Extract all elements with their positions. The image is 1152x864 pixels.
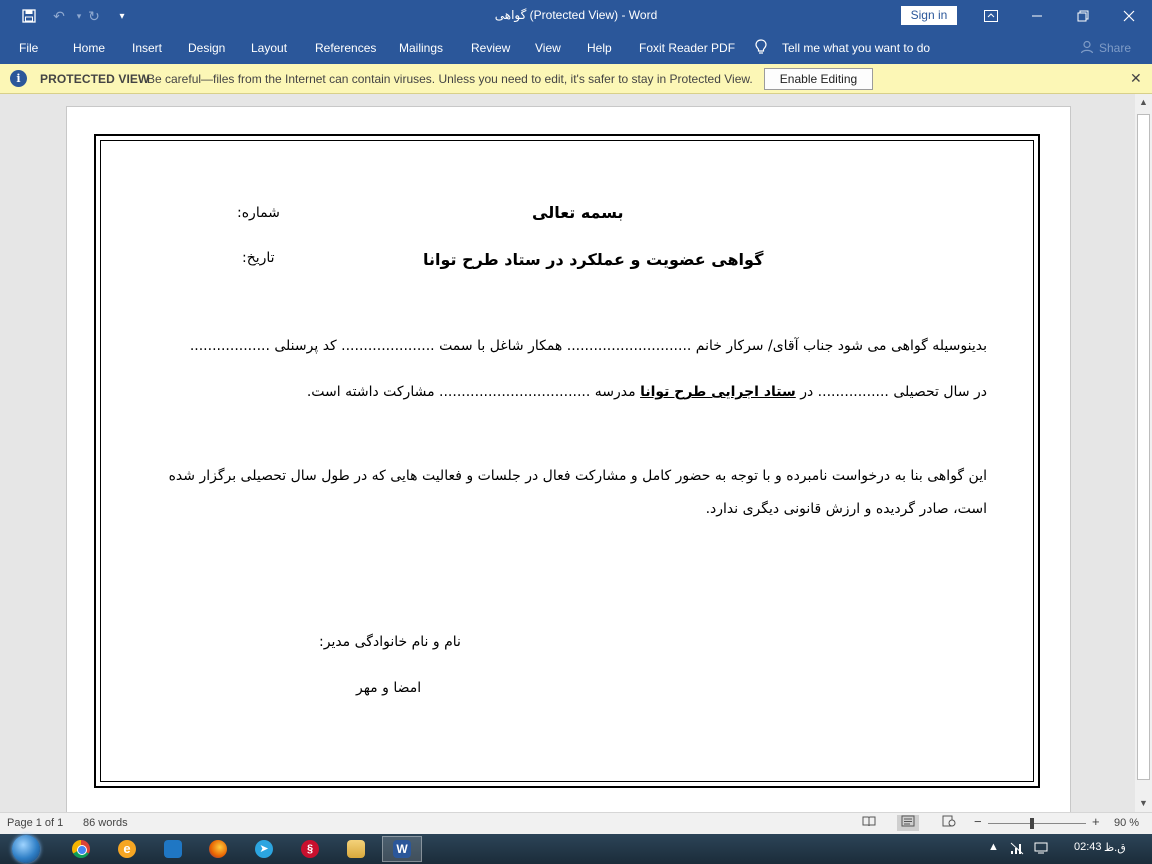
network-icon[interactable] <box>1010 842 1024 858</box>
windows-orb-icon <box>12 835 40 863</box>
app-icon: § <box>301 840 319 858</box>
page-count[interactable]: Page 1 of 1 <box>7 817 64 829</box>
display-icon[interactable] <box>1034 842 1048 858</box>
read-mode-icon[interactable] <box>858 815 880 831</box>
share-person-icon[interactable] <box>1080 40 1094 57</box>
firefox-icon <box>209 840 227 858</box>
clock-time[interactable]: 02:43 <box>1074 841 1102 853</box>
telegram-icon: ➤ <box>255 840 273 858</box>
enable-editing-button[interactable]: Enable Editing <box>764 68 873 90</box>
tab-view[interactable]: View <box>535 41 561 55</box>
taskbar-chrome[interactable] <box>61 836 101 862</box>
zoom-slider[interactable] <box>988 823 1086 824</box>
taskbar-word[interactable] <box>382 836 422 862</box>
info-shield-icon: i <box>10 70 27 87</box>
protected-view-bar <box>0 64 1152 94</box>
customize-icon[interactable]: ▾ <box>119 10 125 22</box>
taskbar-ie[interactable] <box>107 836 147 862</box>
tab-references[interactable]: References <box>315 41 377 55</box>
taskbar-firefox[interactable] <box>198 836 238 862</box>
title-bar <box>0 0 1152 32</box>
taskbar-file-explorer[interactable] <box>336 836 376 862</box>
taskbar-telegram[interactable] <box>244 836 284 862</box>
protected-view-message: Be careful—files from the Internet can contain viruses. Unless you need to edit, it's safer to stay in Protected View. <box>147 72 753 86</box>
word-count[interactable]: 86 words <box>83 817 128 829</box>
zoom-level[interactable]: 90 % <box>1114 817 1140 829</box>
tab-mailings[interactable]: Mailings <box>399 41 444 55</box>
paragraph-2-line-1 <box>281 384 987 400</box>
p2-part-c: مدرسه .................................. مشارکت داشته است. <box>306 384 641 400</box>
undo-icon[interactable]: ↶ <box>53 7 65 24</box>
start-button[interactable] <box>6 835 46 863</box>
minimize-icon[interactable] <box>1014 0 1060 32</box>
status-bar <box>0 812 1152 834</box>
print-layout-icon[interactable] <box>897 815 919 831</box>
tab-design[interactable]: Design <box>188 41 226 55</box>
file-explorer-icon <box>347 840 365 858</box>
sign-in-button[interactable]: Sign in <box>901 6 957 25</box>
p2-part-b-underlined: ستاد اجرایی طرح توانا <box>640 384 796 400</box>
taskbar-app[interactable] <box>290 836 330 862</box>
number-label: شماره: <box>237 205 280 221</box>
tab-home[interactable]: Home <box>73 41 106 55</box>
p2-part-a: در سال تحصیلی ................ در <box>795 384 987 400</box>
tab-file[interactable]: File <box>19 41 39 55</box>
protected-view-title: PROTECTED VIEW <box>40 72 150 86</box>
word-icon: W <box>393 840 411 858</box>
certificate-title: گواهی عضویت و عملکرد در ستاد طرح توانا <box>423 250 764 269</box>
undo-dropdown-icon[interactable]: ▾ <box>76 10 82 21</box>
taskbar-app-launcher[interactable] <box>153 836 193 862</box>
vertical-scrollbar[interactable] <box>1135 94 1152 812</box>
paragraph-3-line-1: این گواهی بنا به درخواست نامبرده و با توجه به حضور کامل و مشارکت فعال در جلسات و فعالیت هایی که در طول سال تحصیلی برگزار شده <box>168 468 987 484</box>
tray-expand-icon[interactable]: ▲ <box>988 841 999 853</box>
share-button[interactable]: Share <box>1099 41 1132 55</box>
lightbulb-icon[interactable] <box>754 39 768 58</box>
tab-review[interactable]: Review <box>471 41 511 55</box>
date-label: تاریخ: <box>242 250 275 266</box>
scroll-up-icon[interactable]: ▲ <box>1139 97 1148 107</box>
ribbon-tabs <box>0 32 1152 64</box>
paragraph-3-line-2: است، صادر گردیده و ارزش قانونی دیگری ندارد. <box>705 501 987 517</box>
tab-insert[interactable]: Insert <box>132 41 163 55</box>
bismillah-heading: بسمه تعالی <box>532 203 624 222</box>
web-layout-icon[interactable] <box>938 815 960 831</box>
close-bar-icon[interactable]: ✕ <box>1130 70 1142 86</box>
clock-ampm[interactable]: ق.ظ <box>1104 842 1126 854</box>
taskbar <box>0 834 1152 864</box>
zoom-in-button[interactable]: + <box>1092 814 1100 829</box>
window-title: گواهی (Protected View) - Word <box>494 8 658 22</box>
page-border-outer <box>94 134 1040 788</box>
tell-me-search[interactable]: Tell me what you want to do <box>782 41 931 55</box>
app-launcher-icon <box>164 840 182 858</box>
page-border-inner <box>100 140 1034 782</box>
document-page[interactable] <box>66 106 1071 812</box>
chrome-icon <box>72 840 90 858</box>
ribbon-display-icon[interactable] <box>968 0 1014 32</box>
zoom-slider-thumb[interactable] <box>1030 818 1034 829</box>
scroll-thumb[interactable] <box>1137 114 1150 780</box>
internet-explorer-icon: e <box>118 840 136 858</box>
tab-help[interactable]: Help <box>587 41 612 55</box>
zoom-out-button[interactable]: − <box>974 814 982 829</box>
scroll-down-icon[interactable]: ▼ <box>1139 798 1148 808</box>
paragraph-1-line-1: بدینوسیله گواهی می شود جناب آقای/ سرکار خانم ............................ همکار شاغل با سمت ..................... کد پرسنلی .................. <box>189 338 987 354</box>
tab-foxit-reader-pdf[interactable]: Foxit Reader PDF <box>639 41 736 55</box>
signature-label: امضا و مهر <box>356 680 422 696</box>
close-icon[interactable] <box>1106 0 1152 32</box>
tab-layout[interactable]: Layout <box>251 41 288 55</box>
manager-name-label: نام و نام خانوادگی مدیر: <box>319 634 461 650</box>
document-area[interactable] <box>0 94 1135 812</box>
redo-icon[interactable]: ↻ <box>88 7 100 24</box>
maximize-icon[interactable] <box>1060 0 1106 32</box>
